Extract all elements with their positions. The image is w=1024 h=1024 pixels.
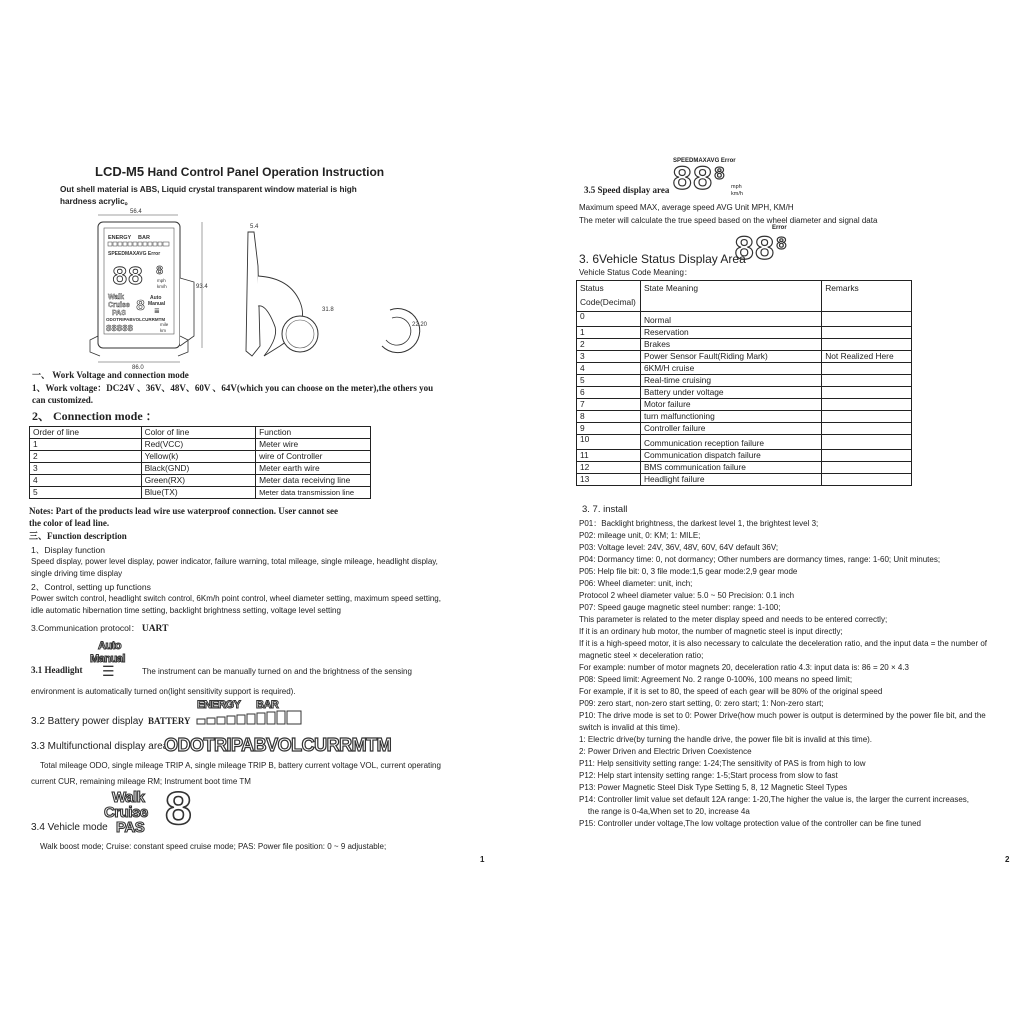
cell: 1 [577, 327, 641, 339]
communication-protocol [31, 622, 168, 635]
cell: Headlight failure [640, 474, 821, 486]
speed-area-top-label: SPEEDMAXAVG Error [673, 158, 736, 164]
install-line: magnetic steel × deceleration ratio; [579, 651, 704, 660]
work-voltage-line2: can customized. [32, 395, 93, 405]
vehicle-pas: PAS [116, 819, 145, 836]
dim-bottom: 86.0 [132, 365, 144, 371]
headlight-text: The instrument can be manually turned on and the brightness of the sensing [142, 667, 412, 676]
install-line: P12: Help start intensity setting range: 1-5;Start process from slow to fast [579, 771, 838, 780]
install-line: Protocol 2 wheel diameter value: 5.0 ~ 50 Precision: 0.1 inch [579, 591, 795, 600]
cell: 5 [30, 487, 142, 499]
cell [822, 411, 912, 423]
notes-line1: Notes: Part of the products lead wire use waterproof connection. User cannot see [29, 506, 339, 516]
cell [822, 327, 912, 339]
cell: Yellow(k) [141, 451, 256, 463]
cell [822, 312, 912, 327]
cell: 4 [30, 475, 142, 487]
battery-bar-icon [196, 710, 308, 726]
cell: 13 [577, 474, 641, 486]
cell [822, 375, 912, 387]
lcd-odo-row: ODOTRIPABVOLCURRMTM [106, 317, 166, 322]
comm-label: 3.Communication protocol： [31, 623, 140, 633]
multifunction-big: ODOTRIPABVOLCURRMTM [164, 735, 392, 755]
cell: 2 [577, 339, 641, 351]
cell: Not Realized Here [822, 351, 912, 363]
status-area-small-digit: 8 [776, 235, 787, 255]
table-row [577, 474, 912, 486]
cell: Brakes [640, 339, 821, 351]
lcd-cruise: Cruise [108, 302, 130, 309]
cell [822, 462, 912, 474]
speed-display-text2: The meter will calculate the true speed based on the wheel diameter and signal data [579, 216, 878, 225]
lcd-speed-small: 8 [156, 264, 164, 278]
lcd-speed-row: SPEEDMAXAVG Error [108, 251, 161, 257]
cell: 11 [577, 450, 641, 462]
lcd-km: km [160, 328, 166, 333]
cell: BMS communication failure [640, 462, 821, 474]
install-line: 1: Electric drive(by turning the handle drive, the power file bit is invalid at this time). [579, 735, 873, 744]
cell [822, 435, 912, 450]
vehicle-walk: Walk [112, 789, 145, 806]
cell: Battery under voltage [640, 387, 821, 399]
cell: Real-time cruising [640, 375, 821, 387]
status-area-digits: 88 [734, 232, 775, 270]
cell: Meter earth wire [256, 463, 371, 475]
install-line: P15: Controller under voltage,The low voltage protection value of the controller can be fine tuned [579, 819, 921, 828]
table-row [577, 339, 912, 351]
install-line: P14: Controller limit value set default 12A range: 1-20,The higher the value is, the larger the current increases, [579, 795, 969, 804]
battery-label: 3.2 Battery power display [31, 716, 144, 727]
vehicle-mode-text: Walk boost mode; Cruise: constant speed cruise mode; PAS: Power file position: 0 ~ 9 adjustable; [40, 842, 387, 851]
cell: Controller failure [640, 423, 821, 435]
battery-word: BATTERY [148, 716, 191, 726]
cell: 5 [577, 375, 641, 387]
cell: Motor failure [640, 399, 821, 411]
cell: Communication dispatch failure [640, 450, 821, 462]
cell: Reservation [640, 327, 821, 339]
headlight-label: 3.1 Headlight [31, 665, 83, 675]
cell: Normal [640, 312, 821, 327]
headlight-auto: Auto [98, 640, 122, 652]
cell: Green(RX) [141, 475, 256, 487]
install-line: If it is an ordinary hub motor, the number of magnetic steel is input directly; [579, 627, 843, 636]
table-row [577, 375, 912, 387]
cell: 8 [577, 411, 641, 423]
header-cell: Color of line [141, 427, 256, 439]
cell: 12 [577, 462, 641, 474]
cell [822, 474, 912, 486]
table-row [577, 363, 912, 375]
headlight-manual: Manual [90, 653, 125, 665]
vehicle-mode-label: 3.4 Vehicle mode [31, 822, 108, 833]
multifunction-text2: current CUR, remaining mileage RM; Instrument boot time TM [31, 777, 251, 786]
notes-line2: the color of lead line. [29, 518, 110, 528]
install-line: switch is invalid at this time). [579, 723, 680, 732]
install-line: P11: Help sensitivity setting range: 1-24;The sensitivity of PAS is from high to low [579, 759, 866, 768]
multifunction-label: 3.3 Multifunctional display area [31, 741, 169, 752]
cell: turn malfunctioning [640, 411, 821, 423]
dim-top: 56.4 [130, 209, 142, 215]
page-number-1: 1 [480, 855, 485, 864]
header-cell: Function [256, 427, 371, 439]
dim-ring: 22.20 [412, 322, 428, 328]
install-line: P10: The drive mode is set to 0: Power Drive(how much power is output is determined by the power file bit, and the [579, 711, 986, 720]
connection-table [29, 426, 371, 499]
table-row [577, 462, 912, 474]
install-line: P01：Backlight brightness, the darkest level 1, the brightest level 3; [579, 519, 819, 528]
table-header-row [30, 427, 371, 439]
cell [822, 450, 912, 462]
table-row [30, 463, 371, 475]
install-line: If it is a high-speed motor, it is also necessary to calculate the deceleration ratio, and the input data = the number of [579, 639, 988, 648]
install-list [579, 518, 1019, 830]
lcd-auto: Auto [150, 295, 162, 301]
cell: 10 [577, 435, 641, 450]
lcd-walk: Walk [108, 294, 125, 301]
lcd-pas: PAS [112, 310, 126, 317]
lcd-headlight-icon: ≣ [154, 307, 160, 315]
dim-side: 93.4 [196, 284, 208, 290]
lcd-energy: ENERGY [108, 235, 132, 241]
speed-display-title: 3.5 Speed display area [584, 185, 670, 195]
bar-word: BAR [256, 699, 279, 711]
cell [822, 363, 912, 375]
table-row [577, 351, 912, 363]
table-row [577, 327, 912, 339]
table-row [30, 487, 371, 499]
install-line: the range is 0-4a,When set to 20, increase 4a [579, 807, 750, 816]
section-2-heading: 2、 Connection mode ： [32, 409, 158, 423]
install-line: P02: mileage unit, 0: KM; 1: MILE; [579, 531, 701, 540]
speed-area-digits: 88 [672, 162, 713, 200]
lcd-pas-digit: 8 [136, 298, 146, 315]
cell: 0 [577, 312, 641, 327]
control-function-line1: Power switch control, headlight switch control, 6Km/h point control, wheel diameter setting, maximum speed setting, [31, 594, 441, 603]
dim-thin: 5.4 [250, 224, 259, 230]
install-line: P04: Dormancy time: 0, not dormancy; Other numbers are dormancy times, range: 1-60; Unit minutes; [579, 555, 941, 564]
cell [822, 399, 912, 411]
document-title: LCD-M5 Hand Control Panel Operation Instruction [95, 164, 385, 179]
table-row [577, 399, 912, 411]
install-line: P06: Wheel diameter: unit, inch; [579, 579, 693, 588]
status-code-table [576, 280, 912, 486]
cell: 6KM/H cruise [640, 363, 821, 375]
cell: 3 [30, 463, 142, 475]
install-line: P07: Speed gauge magnetic steel number: range: 1-100; [579, 603, 781, 612]
table-row [30, 475, 371, 487]
lcd-speed-digits: 88 [112, 262, 144, 292]
table-header-row [577, 281, 912, 312]
header-cell: Remarks [822, 281, 912, 312]
cell [822, 423, 912, 435]
table-row [577, 387, 912, 399]
lcd-unit-mph: mph [157, 278, 166, 283]
install-line: For example: number of motor magnets 20, deceleration ratio 4.3: input data is: 86 = 20 × 4.3 [579, 663, 909, 672]
control-function-line2: idle automatic hibernation time setting, backlight brightness setting, voltage level setting [31, 606, 341, 615]
cell: Red(VCC) [141, 439, 256, 451]
work-voltage-line1: 1、Work voltage：DC24V 、36V、48V、60V 、64V(which you can choose on the meter),the others you [32, 383, 434, 393]
speed-display-text1: Maximum speed MAX, average speed AVG Unit MPH, KM/H [579, 203, 794, 212]
multifunction-text1: Total mileage ODO, single mileage TRIP A, single mileage TRIP B, battery current voltage VOL, current operating [40, 761, 441, 770]
page-2 [512, 0, 1024, 1024]
dim-hole: 31.8 [322, 307, 334, 313]
section-3-heading: 三、Function description [29, 531, 127, 541]
speed-area-small-digit: 8 [714, 165, 725, 185]
cell: Communication reception failure [640, 435, 821, 450]
header-cell: Status Code(Decimal) [577, 281, 641, 312]
headlight-text2: environment is automatically turned on(light sensitivity support is required). [31, 687, 296, 696]
cell [822, 387, 912, 399]
control-function-title: 2、Control, setting up functions [31, 582, 151, 592]
technical-drawing [60, 206, 460, 371]
lcd-unit-kmh: km/h [157, 284, 167, 289]
install-line: P08: Speed limit: Agreement No. 2 range 0-100%, 100 means no speed limit; [579, 675, 853, 684]
energy-word: ENERGY [197, 699, 241, 711]
cell: 7 [577, 399, 641, 411]
cell [822, 339, 912, 351]
status-area-error: Error [772, 225, 787, 231]
section-1-heading: 一、 Work Voltage and connection mode [32, 370, 189, 380]
cell: 4 [577, 363, 641, 375]
comm-value: UART [141, 624, 169, 634]
display-function-title: 1、Display function [31, 545, 106, 555]
speed-unit-mph: mph [731, 184, 742, 190]
cell: Meter data receiving line [256, 475, 371, 487]
install-line: This parameter is related to the meter display speed and needs to be entered correctly; [579, 615, 888, 624]
install-line: P05: Help file bit: 0, 3 file mode:1,5 gear mode:2,9 gear mode [579, 567, 798, 576]
cell: wire of Controller [256, 451, 371, 463]
display-function-line2: single driving time display [31, 569, 123, 578]
table-row [577, 411, 912, 423]
cell: 2 [30, 451, 142, 463]
lcd-mile: mile [160, 322, 169, 327]
status-area-subtitle: Vehicle Status Code Meaning： [579, 268, 692, 277]
table-row [577, 435, 912, 450]
headlight-icon: ☰ [102, 663, 115, 679]
vehicle-cruise: Cruise [104, 804, 148, 821]
lcd-bar: BAR [138, 235, 150, 241]
install-line: For example, if it is set to 80, the speed of each gear will be 80% of the original speed [579, 687, 883, 696]
install-line: P03: Voltage level: 24V, 36V, 48V, 60V, 64V default 36V; [579, 543, 779, 552]
cell: Power Sensor Fault(Riding Mark) [640, 351, 821, 363]
lcd-bottom-digits: 88888 [106, 324, 134, 334]
install-line: P09: zero start, non-zero start setting, 0: zero start; 1: Non-zero start; [579, 699, 824, 708]
page-number-2: 2 [1005, 855, 1010, 864]
shell-material-line1: Out shell material is ABS, Liquid crystal transparent window material is high [60, 185, 357, 194]
table-row [577, 423, 912, 435]
header-cell: State Meaning [640, 281, 821, 312]
display-function-line1: Speed display, power level display, power indicator, failure warning, total mileage, single mileage, headlight display, [31, 557, 438, 566]
speed-unit-kmh: km/h [731, 191, 743, 197]
cell: 1 [30, 439, 142, 451]
status-area-title: 3. 6Vehicle Status Display Area [579, 252, 746, 266]
install-title: 3. 7. install [582, 504, 628, 515]
table-row [30, 439, 371, 451]
shell-material-line2: hardness acrylic。 [60, 197, 133, 206]
vehicle-mode-digit: 8 [164, 785, 193, 839]
install-line: P13: Power Magnetic Steel Disk Type Setting 5, 8, 12 Magnetic Steel Types [579, 783, 848, 792]
cell: Meter data transmission line [256, 487, 371, 499]
lcd-manual: Manual [148, 301, 166, 307]
cell: 3 [577, 351, 641, 363]
header-cell: Order of line [30, 427, 142, 439]
table-row [30, 451, 371, 463]
cell: Meter wire [256, 439, 371, 451]
table-row [577, 450, 912, 462]
table-row [577, 312, 912, 327]
cell: 9 [577, 423, 641, 435]
cell: Black(GND) [141, 463, 256, 475]
cell: Blue(TX) [141, 487, 256, 499]
install-line: 2: Power Driven and Electric Driven Coexistence [579, 747, 752, 756]
cell: 6 [577, 387, 641, 399]
